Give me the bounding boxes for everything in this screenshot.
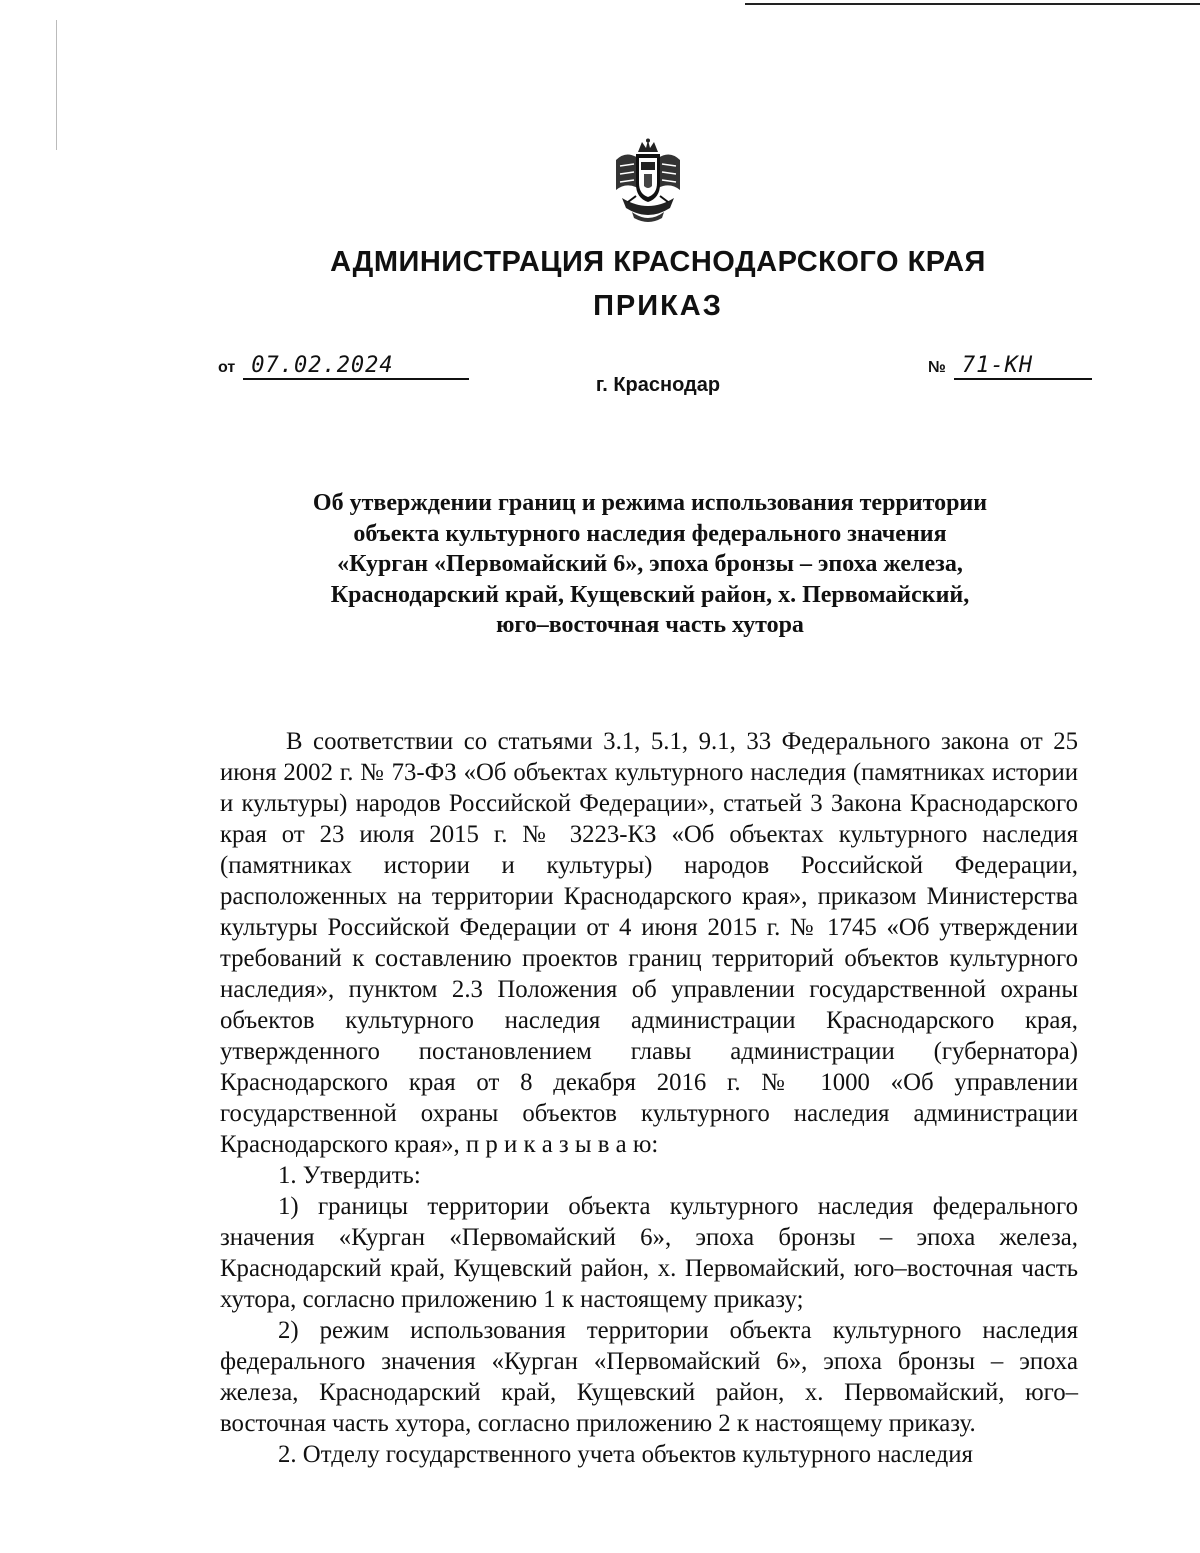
- subject-line: юго–восточная часть хутора: [496, 612, 804, 638]
- coat-of-arms-icon: [608, 138, 688, 224]
- subject-line: Краснодарский край, Кущевский район, х. Первомайский,: [330, 581, 970, 608]
- subject-heading: [220, 488, 1080, 641]
- number-value: 71-КН: [954, 354, 1092, 380]
- item-1: 1. Утвердить:: [278, 1162, 421, 1189]
- document-body: [220, 726, 1078, 1470]
- subject-line: «Курган «Первомайский 6», эпоха бронзы – эпоха железа,: [337, 551, 963, 577]
- document-type: ПРИКАЗ: [593, 290, 723, 322]
- subject-line: объекта культурного наследия федерального значения: [353, 520, 947, 547]
- scan-edge-left: [56, 20, 57, 150]
- item-1-2: 2) режим использования территории объекта культурного наследия федерального значения «Курган «Первомайский 6», эпоха бронзы – эпоха железа, Краснодарский край, Кущевский район, х. Первомайский, юго–восточная часть хутора, согласно приложению 2 к настоящему приказу.: [220, 1317, 1078, 1437]
- subject-line: Об утверждении границ и режима использования территории: [312, 490, 988, 516]
- item-2: 2. Отделу государственного учета объектов культурного наследия: [278, 1441, 973, 1468]
- scan-edge-top: [745, 3, 1200, 5]
- item-1-1: 1) границы территории объекта культурного наследия федерального значения «Курган «Первомайский 6», эпоха бронзы – эпоха железа, Краснодарский край, Кущевский район, х. Первомайский, юго–восточная часть хутора, согласно приложению 1 к настоящему приказу;: [220, 1193, 1078, 1313]
- date-prefix: от: [218, 359, 236, 376]
- city: г. Краснодар: [595, 374, 721, 396]
- organization-title: АДМИНИСТРАЦИЯ КРАСНОДАРСКОГО КРАЯ: [330, 246, 986, 278]
- number-prefix: №: [928, 359, 946, 376]
- date-value: 07.02.2024: [243, 354, 469, 380]
- preamble-paragraph: В соответствии со статьями 3.1, 5.1, 9.1, 33 Федерального закона от 25 июня 2002 г. № 73-ФЗ «Об объектах культурного наследия (памятниках истории и культуры) народов Российской Федерации», статьей 3 Закона Краснодарского края от 23 июля 2015 г. № 3223-КЗ «Об объектах культурного наследия (памятниках истории и культуры) народов Российской Федерации, расположенных на территории Краснодарского края», приказом Министерства культуры Российской Федерации от 4 июня 2015 г. № 1745 «Об утверждении требований к составлению проектов границ территорий объектов культурного наследия», пунктом 2.3 Положения об управлении государственной охраны объектов культурного наследия администрации Краснодарского края, утвержденного постановлением главы администрации (губернатора) Краснодарского края от 8 декабря 2016 г. № 1000 «Об управлении государственной охраны объектов культурного наследия администрации Краснодарского края», п р и к а з ы в а ю:: [220, 728, 1078, 1158]
